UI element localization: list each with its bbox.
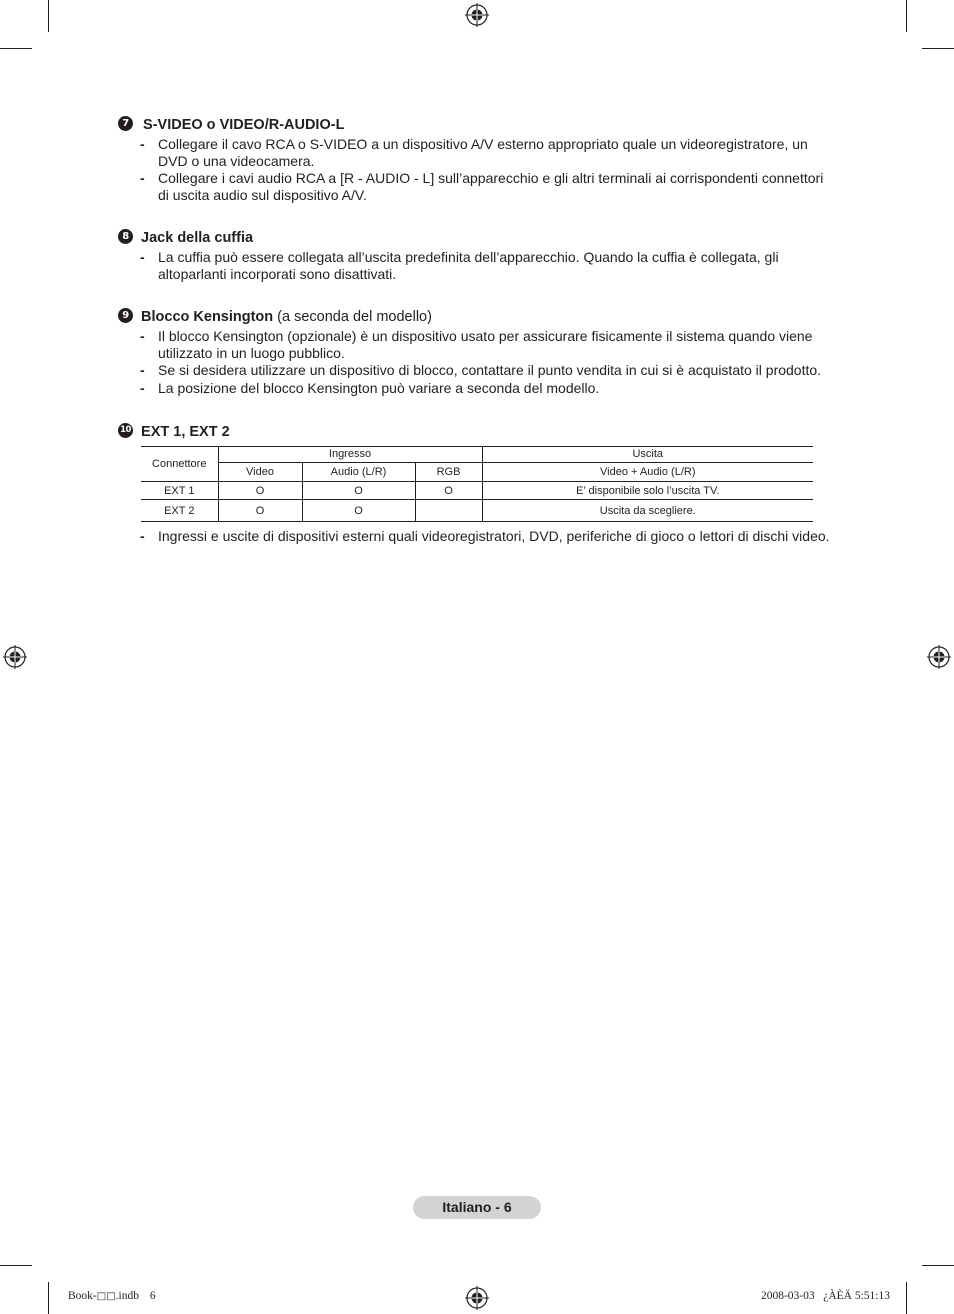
list-item — [118, 380, 838, 397]
column-header: Audio (L/R) — [302, 462, 415, 481]
list-item-text: Ingressi e uscite di dispositivi esterni quali videoregistratori, DVD, periferiche di gioco o lettori di dischi video. — [158, 528, 830, 544]
table-cell — [415, 500, 482, 522]
table-cell: Uscita da scegliere. — [482, 500, 813, 522]
section-ext — [118, 422, 838, 442]
section-title: Blocco Kensington — [141, 309, 274, 325]
section-title-suffix: (a seconda del modello) — [273, 309, 432, 325]
ext-connector-table — [141, 446, 813, 522]
registration-mark-icon — [465, 1286, 489, 1310]
crop-mark — [0, 1265, 32, 1266]
list-item-text: La cuffia può essere collegata all’uscita predefinita dell’apparecchio. Quando la cuffia è collegata, gli altoparlanti incorporati sono disattivati. — [158, 249, 779, 282]
slug-page: 6 — [149, 1290, 156, 1302]
section-title: EXT 1, EXT 2 — [141, 424, 230, 440]
list-item-text: Collegare il cavo RCA o S-VIDEO a un dispositivo A/V esterno appropriato quale un videoregistratore, un DVD o una videocamera. — [158, 136, 808, 169]
table-cell: E’ disponibile solo l’uscita TV. — [482, 482, 813, 500]
bullet-dash: - — [140, 249, 145, 265]
column-header: Video — [218, 462, 302, 481]
page-number-label: Italiano - 6 — [413, 1196, 541, 1219]
crop-mark — [922, 1265, 954, 1266]
column-header: Connettore — [141, 447, 218, 482]
section-heading — [118, 422, 838, 442]
slug-right: 2008-03-03 ¿ÀÈÄ 5:51:13 — [760, 1290, 890, 1302]
number-badge: 9 — [118, 308, 133, 323]
crop-mark — [906, 0, 907, 32]
list-item-text: La posizione del blocco Kensington può variare a seconda del modello. — [158, 379, 600, 396]
bullet-dash: - — [140, 170, 145, 186]
slug-left — [68, 1290, 156, 1302]
column-header: RGB — [415, 462, 482, 481]
section-title: S-VIDEO o VIDEO/R-AUDIO-L — [143, 117, 345, 133]
table-subheader-row — [141, 462, 813, 481]
section-kensington-lock — [118, 307, 838, 396]
registration-mark-icon — [3, 645, 27, 669]
table-cell: O — [218, 500, 302, 522]
crop-mark — [48, 0, 49, 32]
list-item — [118, 249, 838, 282]
list-item — [118, 170, 838, 203]
list-item — [118, 136, 838, 169]
list-item — [118, 328, 838, 361]
bullet-dash: - — [140, 328, 145, 344]
registration-mark-icon — [465, 3, 489, 27]
list-item-text: Se si desidera utilizzare un dispositivo di blocco, contattare il punto vendita in cui si è acquistato il prodotto. — [158, 362, 822, 378]
crop-mark — [906, 1282, 907, 1314]
bullet-dash: - — [140, 136, 145, 152]
slug-file-prefix: Book- — [68, 1290, 97, 1302]
section-heading — [118, 115, 838, 135]
table-row — [141, 500, 813, 522]
column-header: Ingresso — [218, 447, 482, 463]
crop-mark — [922, 48, 954, 49]
list-item — [118, 528, 838, 545]
bullet-dash: - — [140, 528, 145, 544]
table-cell: O — [415, 482, 482, 500]
number-badge: 7 — [118, 116, 133, 131]
section-ext-notes — [118, 527, 838, 545]
slug-file-suffix: .indb — [115, 1290, 139, 1302]
table-cell: O — [302, 500, 415, 522]
section-title: Jack della cuffia — [141, 230, 254, 246]
column-header: Video + Audio (L/R) — [482, 462, 813, 481]
number-badge: 10 — [118, 423, 133, 438]
section-headphone-jack — [118, 228, 838, 282]
section-heading — [118, 307, 838, 327]
crop-mark — [0, 48, 32, 49]
bullet-dash: - — [140, 362, 145, 378]
column-header: Uscita — [482, 447, 813, 463]
section-heading — [118, 228, 838, 248]
table-cell: O — [218, 482, 302, 500]
bullet-dash: - — [140, 379, 145, 396]
table-row — [141, 482, 813, 500]
slug-file-glyphs: □□ — [96, 1291, 116, 1302]
list-item-text: Il blocco Kensington (opzionale) è un dispositivo usato per assicurare fisicamente il sistema quando viene utilizzato in un luogo pubblico. — [158, 328, 813, 361]
list-item-text: Collegare i cavi audio RCA a [R - AUDIO - L] sull’apparecchio e gli altri terminali ai corrispondenti connettori di uscita audio sul dispositivo A/V. — [158, 170, 824, 203]
section-svideo — [118, 115, 838, 203]
table-header-row — [141, 447, 813, 463]
registration-mark-icon — [927, 645, 951, 669]
table-cell: EXT 1 — [141, 482, 218, 500]
number-badge: 8 — [118, 229, 133, 244]
crop-mark — [48, 1282, 49, 1314]
table-cell: EXT 2 — [141, 500, 218, 522]
list-item — [118, 362, 838, 379]
table-cell: O — [302, 482, 415, 500]
